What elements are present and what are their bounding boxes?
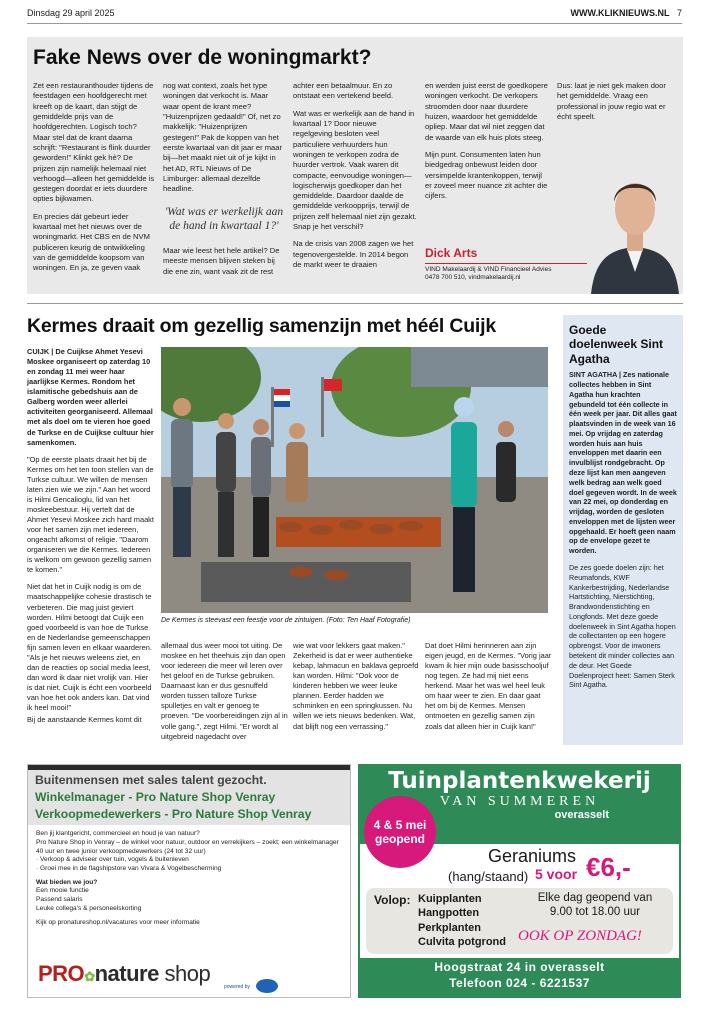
nursery-name: Tuinplantenkwekerij [388,768,651,794]
offer-heading: Wat bieden we jou? [36,878,98,886]
nursery-sub: VAN SUMMEREN [439,794,600,809]
paragraph: Niet dat het in Cuijk nodig is om de maatschappelijke cohesie drastisch te verbeteren. Die mag juist geviert worden. Hilmi betoogt dat Cuijk een goed voorbeeld is van hoe de Turkse en de Nederlandse gemeenschappen fijn samen leven en elkaar waarderen. "Als je het nieuws weleens ziet, en dan de reacties op social media leest, dan word ik daar niet vrolijk van. Hier is dat niet. Cuijk is écht een voorbeeld van hoe het ook anders kan. Dat vind ik heel mooi!" [27,582,152,713]
product-item: Kuipplanten [418,893,482,905]
paragraph: nog wat context, zoals het type woningen dat verkocht is. Maar waar opent de krant mee? "Huizenprijzen gedaald!" Of, net zo makkelijk: "Huizenprijzen gestegen!" Pak de koppen van het eerste kwartaal van dit jaar er maar bij—het maakt niet uit of je kijkt in het AD, RTL Nieuws of De Limburger: allemaal dezelfde headline. [163,81,283,194]
paragraph: En precies dát gebeurt ieder kwartaal met het nieuws over de woningmarkt. Het CBS en de NVM publiceren keurig de ontwikkeling van de gemiddelde koopsom van woningen. En ja, ze geven vaak [33,211,150,273]
ad-footer [360,958,679,996]
author-name: Dick Arts [425,246,595,264]
opening-hours [520,892,670,920]
logo-shop: shop [164,961,211,986]
author-company: VIND Makelaardij & VIND Financieel Advies [425,265,552,273]
leaf-icon: ✿ [84,969,95,984]
kermes-col-2 [161,641,288,749]
paragraph: wie wat voor lekkers gaat maken." Zekerheid is dat er weer authentieke kebap, lahmacun en baklava geproefd kan worden. Hilmi: "Ook voor de kinderen hebben we weer leuke plannen. Eerder hadden we schminken en een springkussen. Nu willen we iets nieuws bedenken. Wat, dat blijft nog een verrassing." [293,641,419,731]
nursery-place: overasselt [554,809,609,821]
page-header [27,8,682,24]
product-sub: (hang/staand) [448,869,529,884]
paragraph: "Op de eerste plaats draait het bij de Kermes om het ten toon stellen van de Turkse cultuur. We willen de mensen laten zien wie we zijn." Aan het woord is Hilmi Gencalioglu, lid van het moskeebestuur. Hij vertelt dat de Ahmet Yesevi Moskee zich hard maakt voor het samen zijn met iedereen, ongeacht afkomst of religie. "Daarom organiseren we die Kermes. Iedereen is welkom om gewoon gezellig samen te komen." [27,454,154,575]
section-divider [27,303,683,304]
hours-line: Elke dag geopend van [537,892,653,904]
lead-paragraph: De Cuijkse Ahmet Yesevi Moskee organiseert op zaterdag 10 en zondag 11 mei weer haar jaarlijkse Kermes. Rondom het islamitische gebedshuis aan de Galberg worden weer allerlei activiteiten georganiseerd. Allemaal met als doel om te vieren hoe goed de Turkse en de Cuijkse cultuur hier samenkomen. [27,347,154,447]
paragraph: Na de crisis van 2008 zagen we het tegenovergestelde. In 2014 begon de markt weer te draaien [293,239,414,269]
paragraph: Zet een restauranthouder tijdens de feestdagen een hoofdgerecht met kreeft op de kaart, dan stijgt de gemiddelde prijs van de hoofdgerechten. Logisch toch? Maar stel dat de krant daarna schrijft: "Restaurant is flink duurder geworden!" Klinkt gek hè? De prijzen zijn namelijk helemaal niet verhoogd—alleen het gemiddelde is gestegen doordat er iets duurdere opties bijkwamen. [33,81,155,204]
ad-question: Ben jij klantgericht, commercieel en houd je van natuur? [36,830,200,838]
volop-label: Volop: [374,893,411,907]
paragraph: achter een betaalmuur. En zo ontstaat een vertekend beeld. [293,81,394,101]
lead-paragraph: Zes nationale collectes hebben in Sint Agatha hun krachten gebundeld tot één collecte in één week per jaar. Dit alles gaat plaatsvinden in de week van 16 mei. Op vrijdag en zaterdag worden huis aan huis enveloppen met daarin een invulblijst rondgebracht. Op deze lijst kan men aangeven welk bedrag aan welk goed doel gegeven wordt. In de week van 22 mei, op donderdag en vrijdag, worden de gesloten enveloppen met de lijsten weer opgehaald. Er hoeft geen naam op de envelope gezet te worden. [569,370,677,556]
logo-nature: nature [94,961,159,986]
bbq-scene-image [161,347,548,613]
agatha-body [563,370,683,690]
kermes-title: Kermes draait om gezellig samenzijn met héél Cuijk [27,315,496,337]
paragraph: Dus: laat je niet gek maken door het gemiddelde. Vraag een professional in jouw regio wat er écht speelt. [557,81,666,121]
paragraph: Bij de aanstaande Kermes komt dit [27,715,142,725]
opinion-col-5 [557,81,677,129]
address: Hoogstraat 24 in overasselt [434,960,605,974]
product-item: Perkplanten [418,921,481,934]
agatha-title: Goede doelenweek Sint Agatha [569,323,664,366]
issue-date: Dinsdag 29 april 2025 [27,8,115,18]
author-signature [425,246,595,282]
author-photo [587,157,683,294]
product-name: Geraniums [488,846,577,866]
pronature-ad[interactable] [27,764,351,998]
author-contact: 0478 700 510, vindmakelaardij.nl [425,274,521,282]
phone[interactable]: Telefoon 024 - 6221537 [449,975,590,990]
pronature-logo [38,961,210,987]
offer-item: Passend salaris [36,896,83,904]
open-badge: 4 & 5 mei geopend [364,796,436,868]
opinion-col-2 [163,81,285,284]
kermes-col-3 [293,641,420,739]
dateline: SINT AGATHA | [569,370,622,380]
product-list [418,892,506,949]
vivara-logo-icon [256,979,278,993]
ad-body [28,830,350,927]
ad-headline-block [28,770,350,825]
deal-price: €6,- [586,852,631,882]
hours-line: 9.00 tot 18.00 uur [549,905,641,918]
opinion-article [27,37,683,294]
job-title-sales: Verkoopmedewerkers - Pro Nature Shop Venray [35,807,312,822]
ad-intro: Pro Nature Shop in Venray – de winkel voor natuur, outdoor en verrekijkers – zoekt; een winkelmanager 40 uur en twee junior verkoopmedewerkers (24 tot 32 uur) [36,838,339,855]
vacancy-link[interactable]: Kijk op pronatureshop.nl/vacatures voor meer informatie [36,918,200,926]
offer-item: Een mooie functie [36,887,89,895]
job-title-manager: Winkelmanager - Pro Nature Shop Venray [35,790,276,805]
kermes-col-4 [425,641,552,739]
ad-headline: Buitenmensen met sales talent gezocht. [35,773,267,787]
paragraph: De zes goede doelen zijn: het Reumafonds, KWF Kankerbestrijding, Nederlandse Hartstichting, Nierstichting, Brandwondenstichting en Longfonds. Met deze goede doelenweek in Sint Agatha hopen de collectanten op een hogere opbrengst. Voor de inwoners betekent dit minder collectes aan de deur. Het Goede Doelenproject heet: Samen Sterk Sint Agatha. [569,563,676,690]
paragraph: en werden juist eerst de goedkopere woningen verkocht. De verkopers stroomden door naar duurdere huizen, waardoor het gemiddelde opliep. Maar dat wil niet zeggen dat de waarde van elk huis plots steeg. [425,81,548,142]
sunday-note: OOK OP ZONDAG! [518,928,642,944]
ad-bullet: · Verkoop & adviseer over tuin, vogels & buitenleven [36,856,189,864]
paragraph: Wat was er werkelijk aan de hand in kwartaal 1? Door nieuwe regelgeving besloten veel particuliere verhuurders hun woningen te verkopen zodra de huurder vertrok. Vaak waren dit compacte, eenvoudige woningen—logischerwijs goedkoper dan het gemiddelde. Daardoor daalde de gemiddelde verkoopprijs, terwijl de prijzen zelf helemaal niet zijn gezakt. Snap je het verschil? [293,108,417,232]
opinion-title: Fake News over de woningmarkt? [33,46,372,69]
paragraph: Maar wie leest het hele artikel? De meeste mensen blijven steken bij die ene zin, want vaak zit de rest [163,246,280,276]
opinion-col-3 [293,81,417,277]
product-item: Culvita potgrond [418,935,506,948]
dateline: CUIJK | [27,347,54,356]
photo-caption: De Kermes is steevast een feestje voor de zintuigen. (Foto: Ten Haaf Fotografie) [161,617,411,624]
ad-bullet: · Groei mee in de flagshipstore van Vivara & Vogelbescherming [36,865,222,873]
paragraph: allemaal dus weer mooi tot uiting. De moskee en het theehuis zijn dan open voor iedereen die meer wil leren over het geloof en de Turkse gebruiken. Daarnaast kan er dus gesnuffeld worden tussen talloze Turkse spulletjes en valt er genoeg te proeven. "De voorbereidingen zijn al in volle gang.", zegt Hilmi. "Er wordt al uitgebreid nagedacht over [161,641,288,741]
tuinplanten-ad[interactable] [358,764,681,998]
kermes-col-1 [27,347,154,732]
agatha-sidebar [563,315,683,745]
paragraph: Dat doet Hilmi herinneren aan zijn eigen jeugd, en de Kermes. "Vorig jaar kwam ik hier mijn oude basisschooljuf nog tegen. Ze had mij niet eens herkend. Maar het was wel heel leuk om haar weer te zien. En daar gaat het om bij de Kermes. Mensen ontmoeten en gezellig samen zijn zoals dat alleen hier in Cuijk kan!" [425,641,552,731]
logo-pro: PRO [38,961,85,986]
powered-by: powered by [224,984,250,990]
page-number: 7 [676,8,682,18]
site-url[interactable]: WWW.KLIKNIEUWS.NL [570,8,670,18]
product-item: Hangpotten [418,907,480,920]
opinion-col-4 [425,81,549,208]
paragraph: Mijn punt. Consumenten laten hun biedgedrag onbewust leiden door versimpelde krantenkoppen, terwijl er zoveel meer nuance zit achter die cijfers. [425,149,548,201]
pull-quote: 'Wat was er werkelijk aan de hand in kwartaal 1?' [164,206,284,233]
opinion-col-1 [33,81,155,281]
offer-item: Leuke collega's & personeelskorting [36,904,142,912]
kermes-photo [161,347,548,613]
deal-text: 5 voor [535,866,578,882]
